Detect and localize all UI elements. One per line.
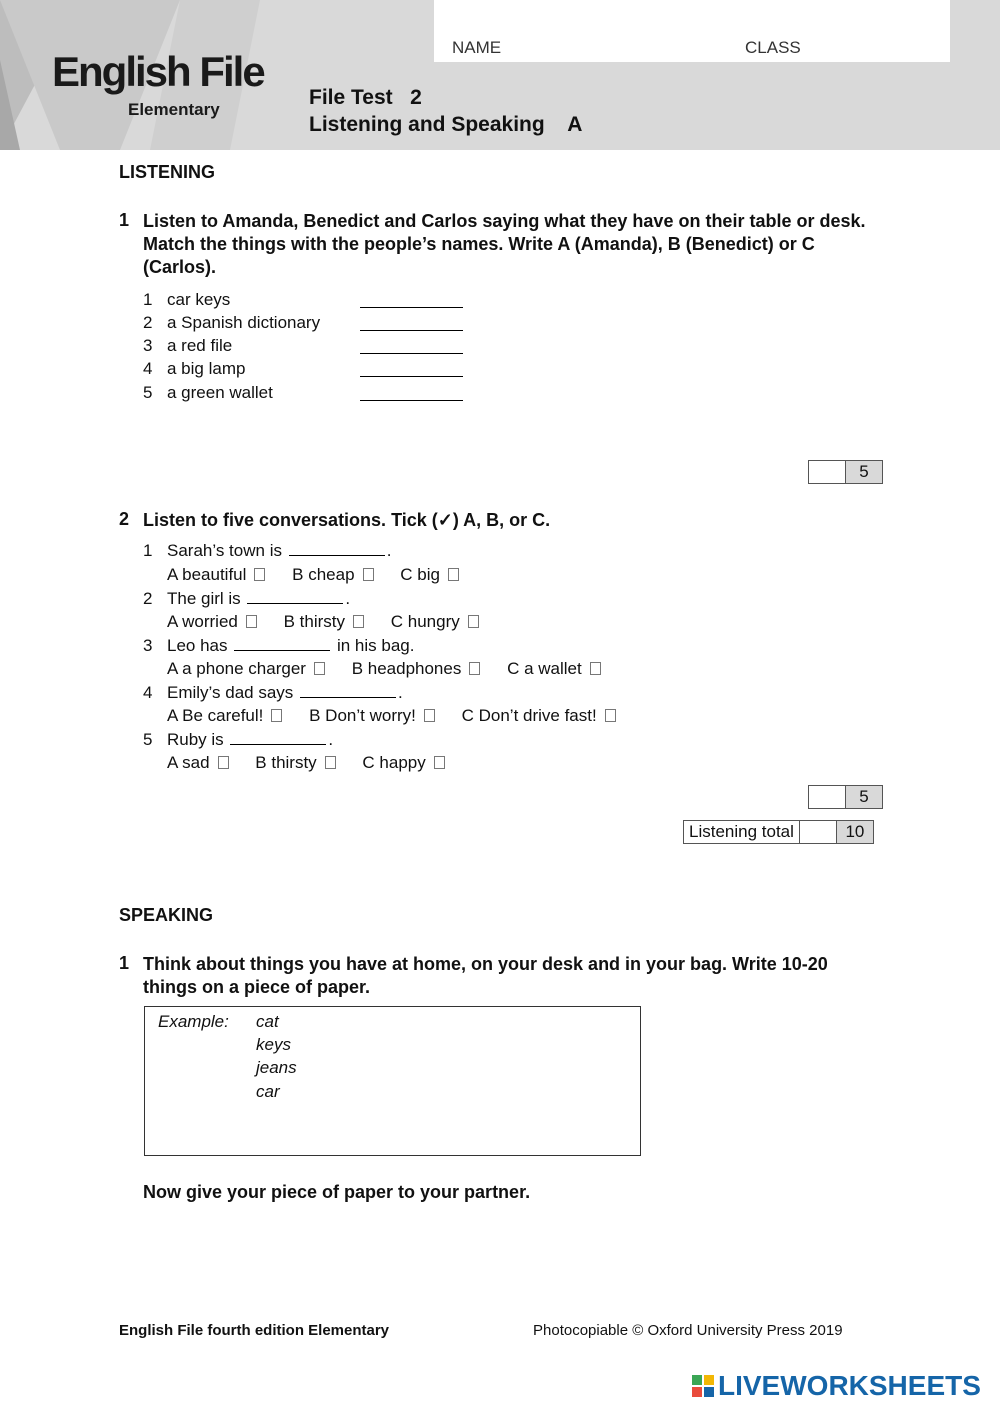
listening-total-label: Listening total <box>684 821 800 843</box>
answer-blank[interactable] <box>360 314 463 331</box>
tick-box[interactable] <box>448 568 459 581</box>
tick-box[interactable] <box>605 709 616 722</box>
tick-box[interactable] <box>590 662 601 675</box>
question-number: 2 <box>119 509 130 529</box>
option-label: A sad <box>167 753 210 772</box>
score-max: 5 <box>846 786 882 808</box>
example-label: Example: <box>158 1012 229 1031</box>
tick-box[interactable] <box>424 709 435 722</box>
option-label: C Don’t drive fast! <box>461 706 597 725</box>
answer-blank[interactable] <box>300 683 396 698</box>
item-text: a red file <box>167 336 233 355</box>
header-banner <box>0 0 1000 150</box>
option-label: A beautiful <box>167 565 247 584</box>
item-number: 1 <box>143 290 153 309</box>
options-row <box>167 753 467 773</box>
liveworksheets-logo <box>692 1370 981 1402</box>
answer-blank[interactable] <box>360 337 463 354</box>
item-number: 4 <box>143 683 153 702</box>
tick-box[interactable] <box>468 615 479 628</box>
option-label: A worried <box>167 612 238 631</box>
item-stem-end: . <box>398 683 403 702</box>
question-instruction: Listen to Amanda, Benedict and Carlos saying what they have on their table or desk. Match the things with the people’s names. Write A (Amanda), B (Benedict) or C (Carlos). <box>143 211 866 277</box>
answer-blank[interactable] <box>360 291 463 308</box>
item-stem: The girl is <box>167 589 241 608</box>
score-box <box>808 785 883 809</box>
item-stem-end: in his bag. <box>336 636 415 655</box>
logo-subtitle: Elementary <box>128 100 220 119</box>
liveworksheets-text: LIVEWORKSHEETS <box>718 1370 981 1401</box>
options-row <box>167 612 501 632</box>
option-label: B thirsty <box>283 612 346 631</box>
example-word: car <box>256 1082 280 1101</box>
liveworksheets-icon <box>692 1375 714 1397</box>
logo-title: English File <box>52 48 264 95</box>
footer-edition: English File fourth edition Elementary <box>119 1322 390 1339</box>
answer-blank[interactable] <box>360 360 463 377</box>
item-number: 2 <box>143 589 153 608</box>
score-input[interactable] <box>800 821 837 843</box>
tick-box[interactable] <box>254 568 265 581</box>
option-label: C big <box>400 565 440 584</box>
listening-total-box <box>683 820 874 844</box>
question-instruction: Think about things you have at home, on your desk and in your bag. Write 10-20 things on a piece of paper. <box>143 954 828 997</box>
item-stem: Sarah’s town is <box>167 541 282 560</box>
score-input[interactable] <box>809 786 846 808</box>
example-word: keys <box>256 1035 291 1054</box>
tick-box[interactable] <box>434 756 445 769</box>
item-stem: Emily’s dad says <box>167 683 294 702</box>
answer-blank[interactable] <box>234 636 330 651</box>
option-label: C happy <box>362 753 426 772</box>
answer-blank[interactable] <box>360 384 463 401</box>
tick-box[interactable] <box>271 709 282 722</box>
option-label: B Don’t worry! <box>309 706 416 725</box>
options-row <box>167 659 623 679</box>
item-number: 4 <box>143 359 153 378</box>
footer-copyright: Photocopiable © Oxford University Press 2019 <box>533 1322 843 1339</box>
list-item <box>167 636 414 656</box>
tick-box[interactable] <box>246 615 257 628</box>
question-number: 1 <box>119 953 130 973</box>
item-stem-end: . <box>328 730 334 749</box>
item-stem-end: . <box>345 589 351 608</box>
list-item <box>167 683 403 703</box>
answer-blank[interactable] <box>247 589 343 604</box>
item-text: a green wallet <box>167 383 273 402</box>
item-number: 3 <box>143 636 153 655</box>
list-item <box>143 290 152 310</box>
option-label: C hungry <box>390 612 460 631</box>
name-label: NAME <box>452 38 502 57</box>
item-number: 5 <box>143 730 153 749</box>
question-instruction: Listen to five conversations. Tick (✓) A, B, or C. <box>143 510 551 530</box>
item-number: 1 <box>143 541 153 560</box>
item-text: a big lamp <box>167 359 246 378</box>
score-input[interactable] <box>809 461 846 483</box>
option-label: A Be careful! <box>167 706 264 725</box>
item-stem: Leo has <box>167 636 228 655</box>
question-number: 1 <box>119 210 130 230</box>
option-label: B headphones <box>351 659 462 678</box>
listening-heading: LISTENING <box>119 162 216 182</box>
list-item <box>167 730 333 750</box>
answer-blank[interactable] <box>230 730 326 745</box>
class-label: CLASS <box>745 38 801 57</box>
speaking-heading: SPEAKING <box>119 905 214 925</box>
answer-blank[interactable] <box>289 541 385 556</box>
item-number: 5 <box>143 383 153 402</box>
example-word: cat <box>256 1012 279 1031</box>
tick-box[interactable] <box>353 615 364 628</box>
tick-box[interactable] <box>469 662 480 675</box>
options-row <box>167 565 481 585</box>
option-label: A a phone charger <box>167 659 306 678</box>
item-text: car keys <box>167 290 231 309</box>
name-class-box[interactable] <box>434 0 950 62</box>
item-number: 3 <box>143 336 153 355</box>
score-max: 5 <box>846 461 882 483</box>
tick-box[interactable] <box>363 568 374 581</box>
item-number: 2 <box>143 313 153 332</box>
option-label: B cheap <box>292 565 355 584</box>
option-label: C a wallet <box>507 659 582 678</box>
list-item <box>167 589 350 609</box>
example-word: jeans <box>256 1058 297 1077</box>
tick-box[interactable] <box>314 662 325 675</box>
score-box <box>808 460 883 484</box>
item-text: a Spanish dictionary <box>167 313 321 332</box>
item-stem-end: . <box>386 541 392 560</box>
list-item <box>167 541 391 561</box>
option-label: B thirsty <box>255 753 317 772</box>
tick-box[interactable] <box>325 756 336 769</box>
test-title: File Test 2 <box>309 86 422 109</box>
options-row <box>167 706 638 726</box>
tick-box[interactable] <box>218 756 229 769</box>
item-stem: Ruby is <box>167 730 224 749</box>
test-subtitle: Listening and Speaking A <box>309 113 583 136</box>
follow-up-instruction: Now give your piece of paper to your partner. <box>143 1182 531 1202</box>
score-max: 10 <box>837 821 873 843</box>
